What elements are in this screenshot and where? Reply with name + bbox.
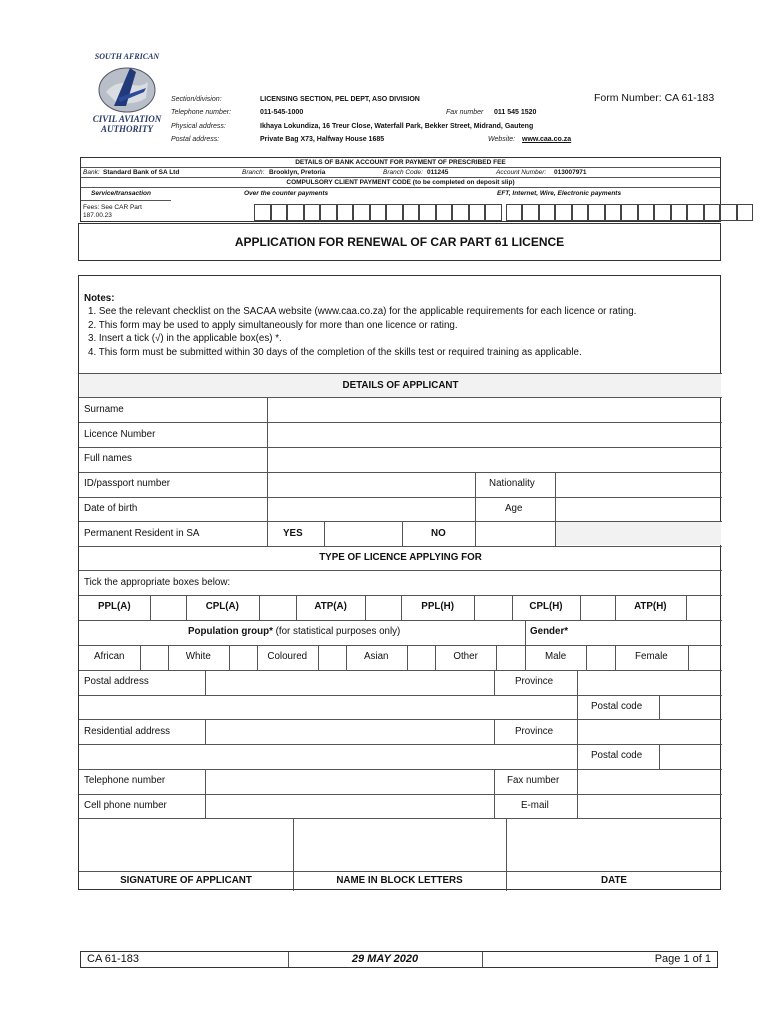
payment-code-cell[interactable] <box>737 204 754 221</box>
licence-type-checkbox[interactable] <box>150 595 151 620</box>
fax-number-label: Fax number <box>507 775 560 786</box>
licence-type-heading: TYPE OF LICENCE APPLYING FOR <box>319 552 482 563</box>
resident-label: Permanent Resident in SA <box>84 528 200 539</box>
branch-code-label: Branch Code: <box>383 169 423 176</box>
fax-label: Fax number <box>446 109 484 116</box>
id-passport-label: ID/passport number <box>84 478 171 489</box>
payment-code-cell[interactable] <box>436 204 453 221</box>
payment-code-cell[interactable] <box>654 204 671 221</box>
section-label: Section/division: <box>171 96 222 103</box>
telephone-label: Telephone number <box>84 775 166 786</box>
population-option: Asian <box>364 651 389 662</box>
counter-label: Over the counter payments <box>244 190 329 197</box>
payment-code-cell[interactable] <box>621 204 638 221</box>
page-footer <box>80 951 718 968</box>
note-item: 4. This form must be submitted within 30 days of the completion of the skills test or required training as applicable. <box>88 346 582 358</box>
service-label: Service/transaction <box>91 190 151 197</box>
postal-label: Postal address: <box>171 136 220 143</box>
caa-logo <box>86 48 168 140</box>
payment-code-cell[interactable] <box>320 204 337 221</box>
province-label: Province <box>515 676 554 687</box>
tick-instruction: Tick the appropriate boxes below: <box>84 577 231 588</box>
logo-text-bottom <box>86 114 168 134</box>
gender-option: Female <box>635 651 668 662</box>
licence-type-label: PPL(A) <box>97 601 131 612</box>
phone-label: Telephone number: <box>171 109 232 116</box>
note-item: 2. This form may be used to apply simultaneously for more than one licence or rating. <box>88 319 458 331</box>
note-item: 3. Insert a tick (√) in the applicable box(es) *. <box>88 333 282 345</box>
licence-type-checkbox[interactable] <box>365 595 366 620</box>
payment-code-cell[interactable] <box>522 204 539 221</box>
logo-line-authority: AUTHORITY <box>100 124 153 134</box>
postal-address-label: Postal address <box>84 676 149 687</box>
gender-heading: Gender* <box>530 626 569 637</box>
population-checkbox[interactable] <box>229 645 230 670</box>
nationality-label: Nationality <box>489 478 535 489</box>
payment-code-cell[interactable] <box>555 204 572 221</box>
logo-text-top: SOUTH AFRICAN <box>94 52 160 61</box>
compulsory-code: COMPULSORY CLIENT PAYMENT CODE (to be completed on deposit slip) <box>81 178 720 188</box>
signature-label: SIGNATURE OF APPLICANT <box>120 875 252 886</box>
physical-value: Ikhaya Lokundiza, 16 Treur Close, Waterfall Park, Bekker Street, Midrand, Gauteng <box>260 123 534 130</box>
full-names-label: Full names <box>84 453 132 464</box>
residential-address-label: Residential address <box>84 726 171 737</box>
payment-code-cell[interactable] <box>588 204 605 221</box>
physical-label: Physical address: <box>171 123 226 130</box>
payment-code-cell[interactable] <box>271 204 288 221</box>
licence-type-label: CPL(H) <box>529 601 563 612</box>
population-heading-bold: Population group* <box>188 626 273 637</box>
population-option: White <box>185 651 211 662</box>
population-heading <box>188 626 400 637</box>
licence-type-label: ATP(A) <box>314 601 347 612</box>
payment-code-cell[interactable] <box>485 204 502 221</box>
licence-type-label: ATP(H) <box>634 601 667 612</box>
licence-number-label: Licence Number <box>84 429 156 440</box>
applicant-heading: DETAILS OF APPLICANT <box>342 380 459 391</box>
population-checkbox[interactable] <box>586 645 587 670</box>
footer-page: Page 1 of 1 <box>654 953 711 965</box>
application-form <box>78 275 721 890</box>
payment-code-cell[interactable] <box>638 204 655 221</box>
gender-option: Male <box>544 651 567 662</box>
payment-code-cell[interactable] <box>539 204 556 221</box>
province-label-2: Province <box>515 726 554 737</box>
branch-value: Brooklyn, Pretoria <box>269 169 326 176</box>
postal-value: Private Bag X73, Halfway House 1685 <box>260 136 385 143</box>
no-option[interactable]: NO <box>431 528 446 539</box>
logo-emblem-icon <box>96 62 158 114</box>
bank-row <box>81 168 720 178</box>
fees-line2: 187.00.23 <box>83 212 112 219</box>
section-value: LICENSING SECTION, PEL DEPT, ASO DIVISION <box>260 96 420 103</box>
footer-form-code: CA 61-183 <box>87 953 139 965</box>
bank-details-box <box>80 157 721 222</box>
branch-code-value: 011245 <box>427 169 449 176</box>
payment-code-cell[interactable] <box>419 204 436 221</box>
bank-value: Standard Bank of SA Ltd <box>103 169 180 176</box>
population-checkbox[interactable] <box>407 645 408 670</box>
payment-code-cell[interactable] <box>353 204 370 221</box>
payment-code-cell[interactable] <box>304 204 321 221</box>
eft-label: EFT, Internet, Wire, Electronic payments <box>497 190 622 197</box>
payment-code-cell[interactable] <box>337 204 354 221</box>
email-label: E-mail <box>521 800 549 811</box>
licence-type-label: PPL(H) <box>421 601 454 612</box>
licence-type-checkbox[interactable] <box>580 595 581 620</box>
notes-section <box>84 292 636 359</box>
payment-code-cell[interactable] <box>506 204 523 221</box>
payment-code-cell[interactable] <box>704 204 721 221</box>
population-option: Coloured <box>267 651 308 662</box>
payment-code-cell[interactable] <box>370 204 387 221</box>
licence-type-checkbox[interactable] <box>686 595 687 620</box>
payment-code-cell[interactable] <box>671 204 688 221</box>
notes-heading: Notes: <box>84 293 115 304</box>
licence-type-checkbox[interactable] <box>474 595 475 620</box>
bank-title: DETAILS OF BANK ACCOUNT FOR PAYMENT OF PRESCRIBED FEE <box>81 158 720 168</box>
population-heading-note: (for statistical purposes only) <box>272 626 401 637</box>
fax-value: 011 545 1520 <box>494 109 537 116</box>
licence-type-checkbox[interactable] <box>259 595 260 620</box>
postal-code-label: Postal code <box>591 701 643 712</box>
population-checkbox[interactable] <box>496 645 497 670</box>
population-option: African <box>94 651 125 662</box>
population-option: Other <box>453 651 478 662</box>
dob-label: Date of birth <box>84 503 138 514</box>
payment-code-cell[interactable] <box>452 204 469 221</box>
fees-note <box>83 204 142 220</box>
licence-type-label: CPL(A) <box>205 601 239 612</box>
note-item: 1. See the relevant checklist on the SACAA website (www.caa.co.za) for the applicable requirements for each licence or rating. <box>88 306 637 318</box>
footer-date: 29 MAY 2020 <box>351 953 419 965</box>
phone-value: 011-545-1000 <box>260 109 304 116</box>
account-value: 013007971 <box>554 169 587 176</box>
form-title: APPLICATION FOR RENEWAL OF CAR PART 61 LICENCE <box>78 223 721 261</box>
population-checkbox[interactable] <box>688 645 689 670</box>
website-link[interactable]: www.caa.co.za <box>522 136 572 143</box>
payment-code-cell[interactable] <box>469 204 486 221</box>
payment-code-cell[interactable] <box>403 204 420 221</box>
website-label: Website: <box>488 136 516 143</box>
bank-label: Bank: <box>83 169 100 176</box>
payment-code-cell[interactable] <box>254 204 271 221</box>
payment-code-cell[interactable] <box>386 204 403 221</box>
payment-code-cell[interactable] <box>605 204 622 221</box>
age-label: Age <box>505 503 523 514</box>
logo-line-civil: CIVIL AVIATION <box>92 114 162 124</box>
payment-code-cell[interactable] <box>687 204 704 221</box>
payment-code-cell[interactable] <box>720 204 737 221</box>
form-number: Form Number: CA 61-183 <box>594 92 715 104</box>
block-letters-label: NAME IN BLOCK LETTERS <box>336 875 463 886</box>
population-checkbox[interactable] <box>140 645 141 670</box>
fees-line1: Fees: See CAR Part <box>83 204 142 211</box>
account-label: Account Number: <box>496 169 547 176</box>
service-row <box>81 188 720 201</box>
postal-code-label-2: Postal code <box>591 750 643 761</box>
payment-code-cells[interactable] <box>254 204 753 221</box>
population-checkbox[interactable] <box>318 645 319 670</box>
cell-phone-label: Cell phone number <box>84 800 167 811</box>
payment-code-cell[interactable] <box>287 204 304 221</box>
branch-label: Branch: <box>242 169 265 176</box>
surname-label: Surname <box>84 404 124 415</box>
date-label: DATE <box>601 875 627 886</box>
yes-option[interactable]: YES <box>283 528 303 539</box>
payment-code-cell[interactable] <box>572 204 589 221</box>
